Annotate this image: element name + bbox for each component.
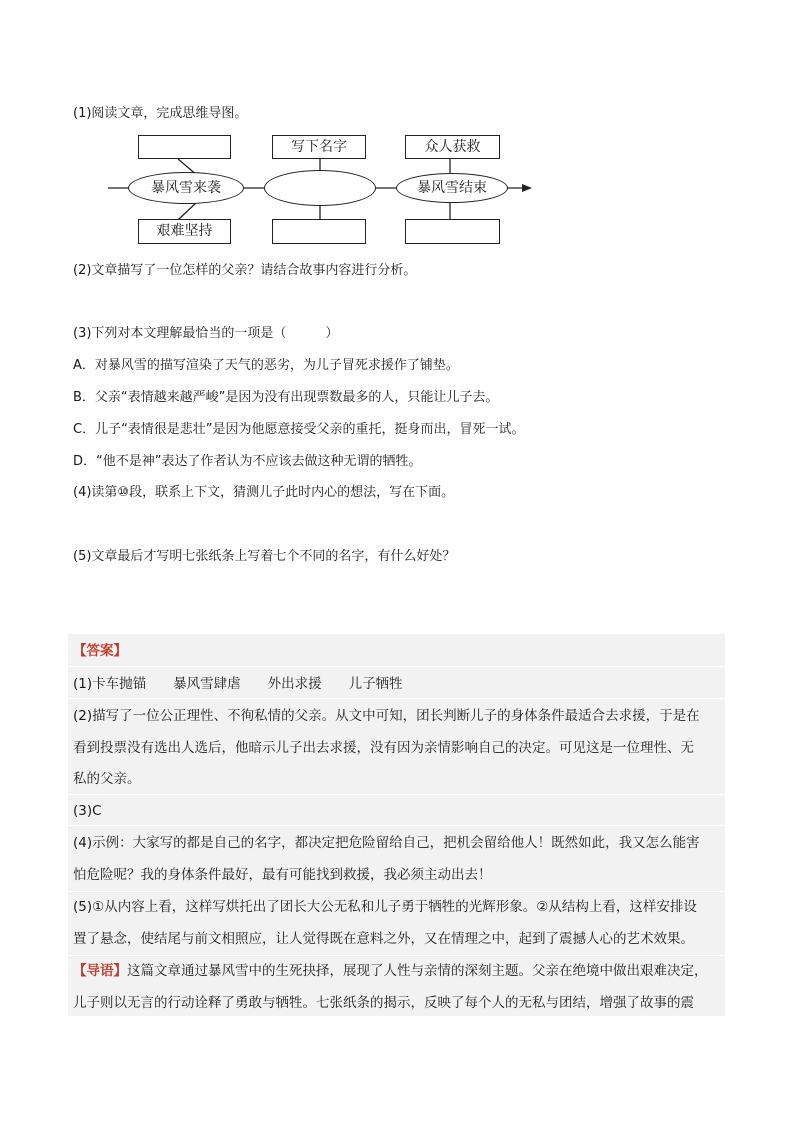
mind-map-connectors — [0, 0, 794, 260]
arrow-head-icon — [522, 184, 532, 192]
question-3-option-d: D．“他不是神”表达了作者认为不应该去做这种无谓的牺牲。 — [73, 454, 422, 469]
answer-2-line-1: (2)描写了一位公正理性、不徇私情的父亲。从文中可知，团长判断儿子的身体条件最适合去求援，于是在 — [73, 708, 700, 724]
answer-divider — [68, 794, 725, 795]
question-3-option-a: A．对暴风雪的描写渲染了天气的恶劣，为儿子冒死求援作了铺垫。 — [73, 358, 459, 373]
question-3: (3)下列对本文理解最恰当的一项是（ ） — [73, 326, 339, 341]
mindmap-box-top-middle: 写下名字 — [272, 135, 366, 159]
question-2: (2)文章描写了一位怎样的父亲？请结合故事内容进行分析。 — [73, 263, 417, 278]
question-4: (4)读第⑩段，联系上下文，猜测儿子此时内心的想法，写在下面。 — [73, 485, 455, 500]
answer-divider — [68, 666, 725, 667]
answer-divider — [68, 825, 725, 826]
question-3-option-c: C．儿子“表情很是悲壮”是因为他愿意接受父亲的重托，挺身而出，冒死一试。 — [73, 422, 525, 437]
answer-3: (3)C — [73, 803, 102, 819]
question-3-option-b: B．父亲“表情越来越严峻”是因为没有出现票数最多的人，只能让儿子去。 — [73, 390, 499, 405]
mindmap-ellipse-middle — [264, 170, 376, 206]
answer-4-line-1: (4)示例：大家写的都是自己的名字，都决定把危险留给自己，把机会留给他人！既然如此，我又怎么能害 — [73, 835, 700, 851]
mindmap-box-top-left — [138, 135, 231, 159]
answer-divider — [68, 891, 725, 892]
mindmap-ellipse-right: 暴风雪结束 — [396, 173, 508, 203]
guide-line-2: 儿子则以无言的行动诠释了勇敢与牺牲。七张纸条的揭示，反映了每个人的无私与团结，增强了故事的震 — [73, 995, 694, 1011]
mindmap-box-bottom-middle — [272, 219, 366, 244]
mindmap-box-top-right: 众人获救 — [405, 135, 500, 159]
answer-1: (1)卡车抛锚 暴风雪肆虐 外出求援 儿子牺牲 — [73, 676, 403, 692]
answer-5-line-1: (5)①从内容上看，这样写烘托出了团长大公无私和儿子勇于牺牲的光辉形象。②从结构上看，这样安排设 — [73, 899, 697, 915]
mindmap-ellipse-left: 暴风雪来袭 — [128, 172, 244, 204]
guide-line-1 — [73, 962, 708, 980]
answer-4-line-2: 怕危险呢？我的身体条件最好，最有可能找到救援，我必须主动出去！ — [73, 867, 492, 883]
question-5: (5)文章最后才写明七张纸条上写着七个不同的名字，有什么好处？ — [73, 549, 456, 564]
guide-label: 【导语】 — [73, 963, 127, 979]
answer-5-line-2: 置了悬念，使结尾与前文相照应，让人觉得既在意料之外，又在情理之中，起到了震撼人心的艺术效果。 — [73, 931, 694, 947]
answer-divider — [68, 698, 725, 699]
answer-2-line-3: 私的父亲。 — [73, 771, 141, 787]
answer-2-line-2: 看到投票没有选出人选后，他暗示儿子出去求援，没有因为亲情影响自己的决定。可见这是一位理性、无 — [73, 740, 694, 756]
question-1: (1)阅读文章，完成思维导图。 — [73, 106, 248, 121]
guide-text-1: 这篇文章通过暴风雪中的生死抉择，展现了人性与亲情的深刻主题。父亲在绝境中做出艰难决定， — [127, 963, 708, 979]
mindmap-box-bottom-right — [405, 219, 500, 244]
answer-divider — [68, 955, 725, 956]
mindmap-box-bottom-left: 艰难坚持 — [138, 219, 231, 244]
answer-header: 【答案】 — [73, 643, 127, 659]
